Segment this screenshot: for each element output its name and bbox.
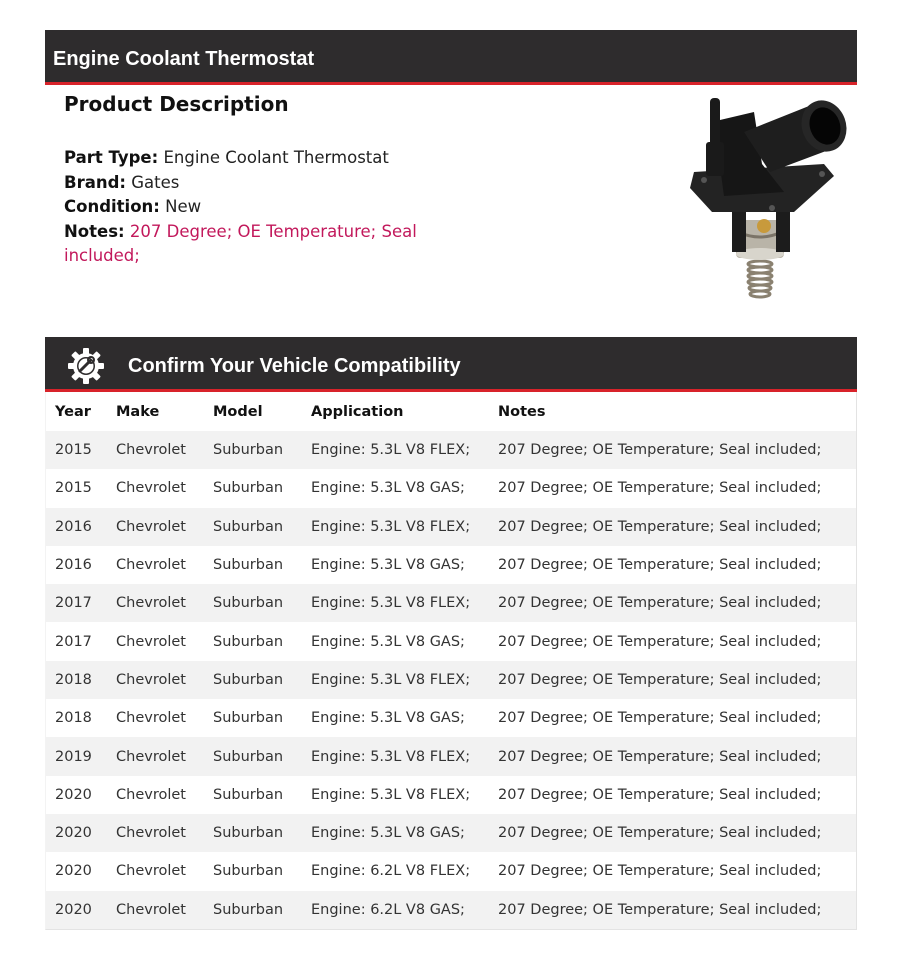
field-brand: Brand: Gates: [64, 172, 180, 192]
cell-make: Chevrolet: [107, 584, 204, 622]
cell-notes: 207 Degree; OE Temperature; Seal included;: [498, 863, 822, 880]
cell-year: 2015: [46, 431, 107, 469]
cell-year: 2016: [55, 557, 92, 574]
table-row: [46, 852, 856, 890]
table-row: [46, 584, 856, 622]
thermostat-product-image: [684, 92, 854, 302]
gear-wrench-icon: [66, 346, 106, 386]
cell-application: Engine: 5.3L V8 GAS;: [302, 814, 489, 852]
field-part-type: Part Type: Engine Coolant Thermostat: [64, 148, 389, 167]
cell-year: 2017: [46, 584, 107, 622]
column-header-model: Model: [213, 403, 263, 420]
cell-make: Chevrolet: [116, 786, 186, 803]
cell-year: 2019: [46, 737, 107, 775]
cell-application: Engine: 5.3L V8 FLEX;: [302, 737, 489, 775]
cell-application: Engine: 5.3L V8 FLEX;: [302, 431, 489, 469]
cell-application: Engine: 5.3L V8 FLEX;: [302, 661, 489, 699]
table-row: [46, 469, 856, 507]
cell-make: Chevrolet: [116, 863, 186, 880]
table-row: [46, 737, 856, 775]
product-title: Engine Coolant Thermostat: [53, 48, 315, 70]
cell-year: 2020: [55, 786, 92, 803]
cell-make: Chevrolet: [116, 480, 186, 497]
column-header-application: Application: [311, 403, 404, 420]
cell-notes: 207 Degree; OE Temperature; Seal included;: [498, 633, 822, 650]
cell-year: 2020: [46, 814, 107, 852]
compatibility-title: Confirm Your Vehicle Compatibility: [128, 355, 461, 377]
table-row: [46, 699, 856, 737]
cell-application: Engine: 5.3L V8 GAS;: [311, 557, 465, 574]
cell-year: 2016: [46, 508, 107, 546]
cell-application: Engine: 5.3L V8 GAS;: [311, 480, 465, 497]
compatibility-table: [45, 392, 857, 930]
cell-make: Chevrolet: [116, 557, 186, 574]
cell-model: Suburban: [204, 431, 302, 469]
description-heading: Product Description: [64, 92, 289, 116]
cell-model: Suburban: [204, 737, 302, 775]
cell-application: Engine: 6.2L V8 FLEX;: [311, 863, 471, 880]
cell-make: Chevrolet: [107, 814, 204, 852]
cell-make: Chevrolet: [107, 508, 204, 546]
cell-model: Suburban: [204, 891, 302, 929]
column-header-notes: Notes: [498, 403, 546, 420]
cell-application: Engine: 5.3L V8 GAS;: [311, 710, 465, 727]
cell-make: Chevrolet: [107, 431, 204, 469]
cell-model: Suburban: [213, 480, 284, 497]
cell-notes: 207 Degree; OE Temperature; Seal included;: [489, 737, 856, 775]
table-row: [46, 776, 856, 814]
table-header-row: [46, 392, 856, 431]
cell-model: Suburban: [213, 557, 284, 574]
table-row: [46, 431, 856, 469]
cell-notes: 207 Degree; OE Temperature; Seal included;: [489, 891, 856, 929]
column-header-make: Make: [116, 403, 160, 420]
product-title-bar: [45, 30, 857, 85]
cell-model: Suburban: [204, 661, 302, 699]
cell-year: 2018: [46, 661, 107, 699]
cell-notes: 207 Degree; OE Temperature; Seal included;: [498, 786, 822, 803]
cell-model: Suburban: [204, 508, 302, 546]
cell-notes: 207 Degree; OE Temperature; Seal included;: [489, 431, 856, 469]
cell-year: 2020: [55, 863, 92, 880]
cell-year: 2020: [46, 891, 107, 929]
field-condition: Condition: New: [64, 197, 202, 216]
cell-model: Suburban: [204, 814, 302, 852]
table-row: [46, 508, 856, 546]
table-row: [46, 661, 856, 699]
cell-model: Suburban: [213, 786, 284, 803]
cell-year: 2017: [55, 633, 92, 650]
cell-notes: 207 Degree; OE Temperature; Seal included;: [489, 661, 856, 699]
table-row: [46, 622, 856, 660]
cell-make: Chevrolet: [107, 661, 204, 699]
table-row: [46, 814, 856, 852]
cell-notes: 207 Degree; OE Temperature; Seal included;: [498, 710, 822, 727]
cell-notes: 207 Degree; OE Temperature; Seal included;: [498, 480, 822, 497]
cell-application: Engine: 5.3L V8 FLEX;: [311, 786, 471, 803]
cell-application: Engine: 5.3L V8 FLEX;: [302, 508, 489, 546]
cell-make: Chevrolet: [116, 710, 186, 727]
cell-model: Suburban: [213, 710, 284, 727]
cell-application: Engine: 5.3L V8 FLEX;: [302, 584, 489, 622]
cell-notes: 207 Degree; OE Temperature; Seal included;: [498, 557, 822, 574]
cell-make: Chevrolet: [107, 737, 204, 775]
cell-application: Engine: 6.2L V8 GAS;: [302, 891, 489, 929]
table-row: [46, 891, 856, 929]
table-row: [46, 546, 856, 584]
product-description: [64, 92, 444, 269]
cell-make: Chevrolet: [116, 633, 186, 650]
cell-make: Chevrolet: [107, 891, 204, 929]
cell-notes: 207 Degree; OE Temperature; Seal included;: [489, 814, 856, 852]
cell-year: 2015: [55, 480, 92, 497]
cell-application: Engine: 5.3L V8 GAS;: [311, 633, 465, 650]
cell-model: Suburban: [204, 584, 302, 622]
field-notes: Notes: 207 Degree; OE Temperature; Seal included;: [64, 221, 417, 265]
cell-notes: 207 Degree; OE Temperature; Seal included;: [489, 508, 856, 546]
cell-model: Suburban: [213, 863, 284, 880]
cell-notes: 207 Degree; OE Temperature; Seal included;: [489, 584, 856, 622]
cell-model: Suburban: [213, 633, 284, 650]
compatibility-title-bar: [45, 337, 857, 392]
cell-year: 2018: [55, 710, 92, 727]
column-header-year: Year: [55, 403, 91, 420]
